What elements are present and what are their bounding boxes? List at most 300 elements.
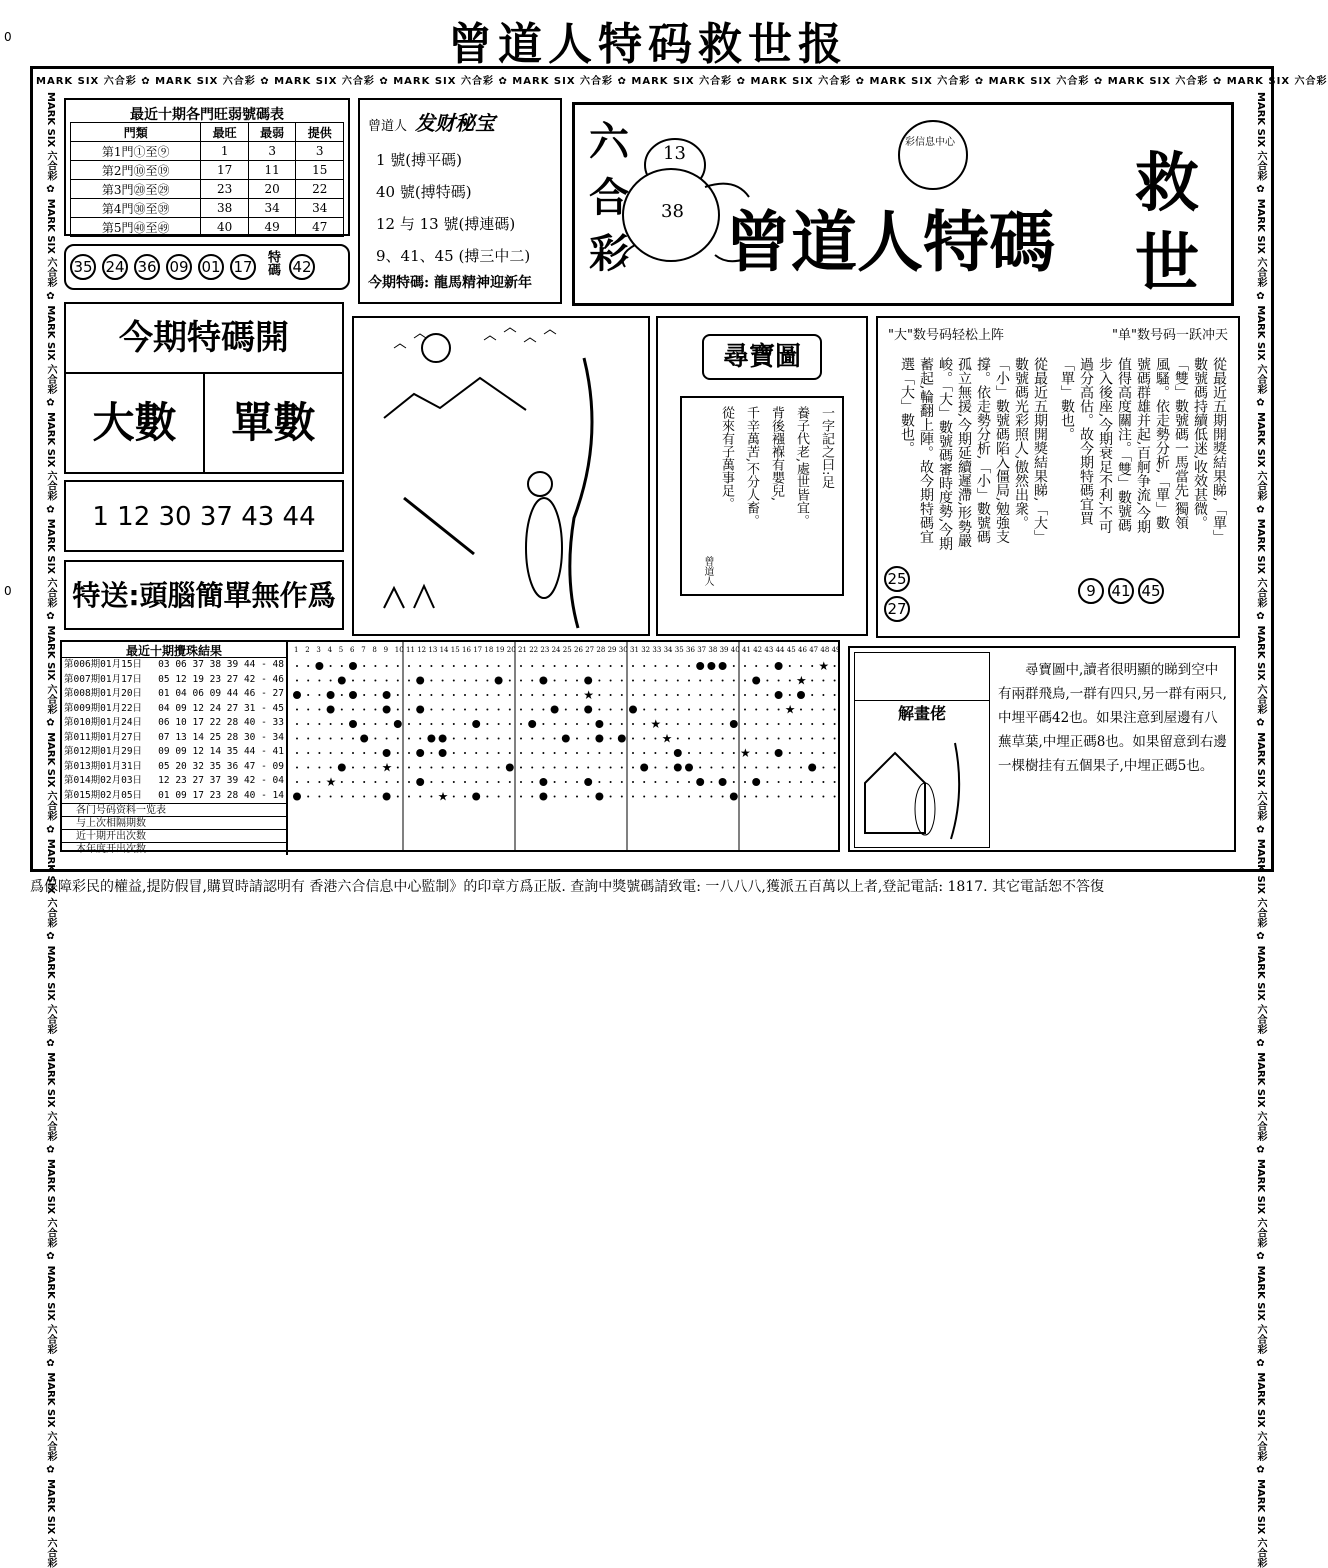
moon-icon [422, 334, 450, 362]
empty-dot [565, 723, 567, 725]
empty-dot [699, 767, 701, 769]
analysis-right-column: 從最近五期開獎結果睇,「單」數號碼持續低迷,收效甚微。「雙」數號碼一馬當先,獨領風騷。依走勢分析,「單」數號碼群雄并起,百舸争流,今期值得高度關注。「雙」數號碼步入後座,今期衰足不利,不可過分高估。故今期特碼宜買「單」數也。 [1059, 357, 1227, 537]
empty-dot [374, 796, 376, 798]
grid-header: 2 [305, 646, 310, 654]
fortune-line: 9、41、45 (搏三中二) [376, 247, 531, 265]
analysis-balls-left [884, 566, 910, 622]
empty-dot [755, 767, 757, 769]
empty-dot [822, 796, 824, 798]
empty-dot [486, 694, 488, 696]
empty-dot [610, 723, 612, 725]
empty-dot [397, 680, 399, 682]
empty-dot [397, 796, 399, 798]
period-row [62, 760, 286, 775]
drawn-dot [707, 662, 715, 670]
empty-dot [766, 781, 768, 783]
empty-dot [453, 781, 455, 783]
drawn-dot [506, 764, 514, 772]
empty-dot [318, 781, 320, 783]
period-numbers: 12 23 27 37 39 42 - 04 [158, 775, 284, 786]
empty-dot [509, 665, 511, 667]
empty-dot [699, 694, 701, 696]
empty-dot [565, 796, 567, 798]
drawn-dot [640, 764, 648, 772]
grid-header: 40 [730, 646, 740, 654]
empty-dot [464, 767, 466, 769]
empty-dot [834, 781, 836, 783]
empty-dot [531, 738, 533, 740]
empty-dot [486, 752, 488, 754]
empty-dot [755, 694, 757, 696]
drawn-dot [595, 735, 603, 743]
drawn-dot [383, 706, 391, 714]
empty-dot [722, 709, 724, 711]
empty-dot [654, 665, 656, 667]
empty-dot [722, 694, 724, 696]
empty-dot [442, 665, 444, 667]
empty-dot [442, 709, 444, 711]
empty-dot [475, 709, 477, 711]
empty-dot [442, 767, 444, 769]
empty-dot [554, 694, 556, 696]
drawn-dot [629, 706, 637, 714]
empty-dot [744, 665, 746, 667]
empty-dot [486, 781, 488, 783]
drawn-dot [775, 662, 783, 670]
result-ball: 01 [198, 254, 224, 280]
empty-dot [744, 738, 746, 740]
analysis-ball: 25 [884, 566, 910, 592]
drawn-dot [584, 706, 592, 714]
empty-dot [374, 680, 376, 682]
empty-dot [643, 680, 645, 682]
empty-dot [766, 723, 768, 725]
grid-header: 9 [383, 646, 389, 654]
empty-dot [486, 709, 488, 711]
empty-dot [576, 723, 578, 725]
empty-dot [598, 680, 600, 682]
special-star: ★ [583, 688, 594, 702]
grid-header: 10 [394, 646, 404, 654]
empty-dot [453, 723, 455, 725]
special-star: ★ [784, 702, 796, 717]
special-ball: 42 [289, 254, 315, 280]
empty-dot [654, 694, 656, 696]
empty-dot [453, 709, 455, 711]
empty-dot [834, 694, 836, 696]
empty-dot [498, 694, 500, 696]
stats-cell: 20 [248, 180, 296, 199]
special-star: ★ [381, 760, 393, 775]
stats-cell: 15 [296, 161, 344, 180]
empty-dot [509, 723, 511, 725]
empty-dot [587, 752, 589, 754]
empty-dot [733, 781, 735, 783]
empty-dot [542, 709, 544, 711]
empty-dot [744, 680, 746, 682]
draw-grid [288, 642, 841, 852]
grid-header: 34 [663, 646, 673, 654]
grid-header: 36 [686, 646, 695, 654]
empty-dot [363, 752, 365, 754]
drawn-dot [775, 749, 783, 757]
drawn-dot [338, 764, 346, 772]
empty-dot [374, 767, 376, 769]
empty-dot [520, 723, 522, 725]
corner-mark-2: 0 [4, 584, 12, 598]
empty-dot [699, 723, 701, 725]
empty-dot [800, 738, 802, 740]
grid-header: 29 [607, 646, 617, 654]
empty-dot [464, 752, 466, 754]
period-numbers: 03 06 37 38 39 44 - 48 [158, 659, 284, 670]
period-numbers: 05 12 19 23 27 42 - 46 [158, 673, 284, 685]
empty-dot [677, 680, 679, 682]
empty-dot [296, 665, 298, 667]
grid-header: 48 [820, 646, 830, 654]
empty-dot [554, 752, 556, 754]
empty-dot [654, 796, 656, 798]
empty-dot [643, 665, 645, 667]
empty-dot [621, 709, 623, 711]
drawn-dot [293, 691, 301, 699]
special-star: ★ [437, 789, 449, 804]
period-label: 第009期01月22日 [64, 702, 143, 714]
empty-dot [610, 680, 612, 682]
empty-dot [453, 767, 455, 769]
empty-dot [822, 723, 824, 725]
empty-dot [565, 752, 567, 754]
stats-cell: 第4門㉚至㊴ [71, 199, 201, 218]
drawn-dot [696, 662, 704, 670]
empty-dot [565, 665, 567, 667]
empty-dot [621, 767, 623, 769]
empty-dot [363, 694, 365, 696]
grid-header: 26 [574, 646, 583, 654]
empty-dot [621, 781, 623, 783]
empty-dot [811, 709, 813, 711]
logo-side-2: 世 [1135, 226, 1199, 301]
stats-header: 門類 [71, 123, 201, 142]
period-numbers: 09 09 12 14 35 44 - 41 [158, 746, 284, 757]
summary-label: 近十期开出次数 [62, 829, 286, 842]
stats-cell: 第1門①至⑨ [71, 142, 201, 161]
empty-dot [610, 781, 612, 783]
empty-dot [789, 694, 791, 696]
period-label: 第015期02月05日 [64, 789, 143, 801]
empty-dot [307, 767, 309, 769]
period-label: 第008期01月20日 [64, 688, 143, 699]
empty-dot [778, 767, 780, 769]
empty-dot [710, 796, 712, 798]
empty-dot [621, 752, 623, 754]
empty-dot [610, 694, 612, 696]
empty-dot [554, 665, 556, 667]
empty-dot [374, 709, 376, 711]
fortune-line: 40 號(搏特碼) [376, 183, 472, 201]
empty-dot [520, 796, 522, 798]
empty-dot [464, 781, 466, 783]
empty-dot [453, 694, 455, 696]
empty-dot [789, 796, 791, 798]
empty-dot [464, 796, 466, 798]
draw-table-box [60, 640, 841, 855]
empty-dot [531, 709, 533, 711]
drawn-dot [752, 677, 760, 685]
empty-dot [442, 694, 444, 696]
draw-table-title: 最近十期攪珠結果 [62, 642, 286, 658]
empty-dot [307, 738, 309, 740]
empty-dot [710, 709, 712, 711]
period-numbers: 07 13 14 25 28 30 - 34 [158, 731, 284, 743]
drawn-dot [595, 720, 603, 728]
empty-dot [766, 738, 768, 740]
stats-cell: 3 [296, 142, 344, 161]
stats-row [71, 180, 344, 199]
empty-dot [475, 781, 477, 783]
empty-dot [800, 665, 802, 667]
empty-dot [710, 723, 712, 725]
riddle-text: 尋寶圖中,讀者很明顯的睇到空中有兩群飛鳥,一群有四只,另一群有兩只,中埋平碼42也。如果注意到屋邊有八蕪草葉,中埋正碼8也。如果留意到右邊一棵樹挂有五個果子,中埋正碼5也。 [998, 662, 1227, 774]
empty-dot [542, 665, 544, 667]
empty-dot [341, 709, 343, 711]
empty-dot [778, 738, 780, 740]
stats-row [71, 142, 344, 161]
empty-dot [621, 680, 623, 682]
empty-dot [800, 781, 802, 783]
empty-dot [531, 680, 533, 682]
empty-dot [498, 709, 500, 711]
empty-dot [430, 796, 432, 798]
empty-dot [330, 767, 332, 769]
empty-dot [699, 752, 701, 754]
stats-cell: 49 [248, 218, 296, 237]
empty-dot [296, 752, 298, 754]
empty-dot [733, 738, 735, 740]
period-label: 第010期01月24日 [64, 717, 143, 728]
grid-header: 23 [540, 646, 550, 654]
drawn-dot [674, 749, 682, 757]
empty-dot [766, 709, 768, 711]
drawn-dot [439, 749, 447, 757]
grid-header: 37 [697, 646, 707, 654]
empty-dot [789, 680, 791, 682]
birds-icon [394, 328, 556, 348]
empty-dot [834, 796, 836, 798]
empty-dot [330, 738, 332, 740]
footer-notice: 爲保障彩民的權益,提防假冒,購買時請認明有 香港六合信息中心監制》的印章方爲正版. 查詢中獎號碼請致電: 一八八八,獲派五百萬以上者,登記電話: 1817. 其它電話恕不答復 [30, 879, 1105, 895]
empty-dot [643, 796, 645, 798]
empty-dot [352, 709, 354, 711]
empty-dot [397, 738, 399, 740]
stats-cell: 47 [296, 218, 344, 237]
empty-dot [341, 738, 343, 740]
empty-dot [710, 680, 712, 682]
empty-dot [632, 796, 634, 798]
empty-dot [486, 738, 488, 740]
empty-dot [587, 796, 589, 798]
stats-cell: 1 [201, 142, 249, 161]
empty-dot [509, 680, 511, 682]
empty-dot [486, 680, 488, 682]
stats-cell: 40 [201, 218, 249, 237]
empty-dot [688, 738, 690, 740]
empty-dot [430, 767, 432, 769]
empty-dot [341, 665, 343, 667]
drawn-dot [719, 662, 727, 670]
grid-header: 43 [764, 646, 774, 654]
empty-dot [498, 723, 500, 725]
empty-dot [733, 767, 735, 769]
empty-dot [386, 738, 388, 740]
empty-dot [464, 723, 466, 725]
empty-dot [710, 781, 712, 783]
period-label: 第007期01月17日 [64, 673, 143, 685]
drawn-dot [383, 691, 391, 699]
empty-dot [733, 694, 735, 696]
empty-dot [341, 796, 343, 798]
empty-dot [374, 752, 376, 754]
empty-dot [307, 709, 309, 711]
stats-header: 最旺 [201, 123, 249, 142]
period-row [62, 658, 286, 673]
special-star: ★ [796, 673, 807, 688]
empty-dot [576, 694, 578, 696]
special-star: ★ [650, 717, 662, 731]
analysis-ball: 41 [1108, 578, 1134, 604]
figure-icon [526, 498, 562, 598]
analysis-balls-right [1078, 578, 1164, 604]
empty-dot [453, 680, 455, 682]
hand-icon [855, 653, 989, 701]
empty-dot [643, 738, 645, 740]
grid-header: 20 [506, 646, 516, 654]
empty-dot [576, 752, 578, 754]
corner-mark: 0 [4, 30, 12, 44]
empty-dot [755, 665, 757, 667]
empty-dot [430, 680, 432, 682]
empty-dot [509, 738, 511, 740]
special-star: ★ [818, 659, 830, 673]
empty-dot [307, 723, 309, 725]
stats-cell: 第2門⑩至⑲ [71, 161, 201, 180]
period-numbers: 01 04 06 09 44 46 - 27 [158, 688, 284, 699]
empty-dot [722, 738, 724, 740]
empty-dot [520, 781, 522, 783]
grid-header: 27 [585, 646, 595, 654]
empty-dot [296, 709, 298, 711]
empty-dot [800, 723, 802, 725]
grid-header: 42 [753, 646, 763, 654]
empty-dot [374, 723, 376, 725]
drawn-dot [416, 706, 424, 714]
empty-dot [341, 752, 343, 754]
empty-dot [610, 752, 612, 754]
empty-dot [666, 665, 668, 667]
empty-dot [800, 709, 802, 711]
empty-dot [834, 752, 836, 754]
empty-dot [722, 767, 724, 769]
empty-dot [789, 665, 791, 667]
empty-dot [677, 665, 679, 667]
empty-dot [554, 781, 556, 783]
drawn-dot [752, 778, 760, 786]
empty-dot [296, 738, 298, 740]
empty-dot [318, 723, 320, 725]
period-label: 第014期02月03日 [64, 775, 143, 786]
stats-cell: 第5門㊵至㊾ [71, 218, 201, 237]
gourd-bottom-number: 38 [661, 201, 684, 222]
empty-dot [318, 738, 320, 740]
scroll-line: 一字記之曰:足 [819, 406, 834, 489]
drawn-dot [416, 749, 424, 757]
empty-dot [643, 709, 645, 711]
grid-header: 47 [809, 646, 819, 654]
empty-dot [576, 680, 578, 682]
result-balls [64, 244, 350, 290]
empty-dot [789, 738, 791, 740]
stats-header: 提供 [296, 123, 344, 142]
empty-dot [610, 709, 612, 711]
riddle-title: 解畫佬 [897, 704, 946, 723]
empty-dot [296, 781, 298, 783]
scroll-line: 從來有子萬事足。 [719, 406, 734, 510]
treasure-scroll [680, 396, 844, 596]
drawn-dot [584, 677, 592, 685]
empty-dot [598, 694, 600, 696]
empty-dot [666, 767, 668, 769]
empty-dot [621, 665, 623, 667]
empty-dot [677, 694, 679, 696]
empty-dot [666, 709, 668, 711]
empty-dot [688, 665, 690, 667]
grid-header: 7 [361, 646, 366, 654]
empty-dot [598, 709, 600, 711]
empty-dot [408, 694, 410, 696]
empty-dot [744, 796, 746, 798]
empty-dot [632, 781, 634, 783]
empty-dot [430, 723, 432, 725]
empty-dot [419, 796, 421, 798]
empty-dot [632, 723, 634, 725]
grid-header: 13 [428, 646, 438, 654]
empty-dot [654, 781, 656, 783]
period-row [62, 687, 286, 702]
empty-dot [531, 796, 533, 798]
drawn-dot [730, 720, 738, 728]
empty-dot [408, 723, 410, 725]
drawn-dot [584, 778, 592, 786]
empty-dot [643, 752, 645, 754]
empty-dot [722, 752, 724, 754]
empty-dot [475, 665, 477, 667]
empty-dot [475, 694, 477, 696]
riddle-picture [854, 652, 990, 848]
empty-dot [666, 781, 668, 783]
scroll-line: 養子代老,處世皆宜。 [794, 406, 809, 528]
empty-dot [587, 767, 589, 769]
empty-dot [834, 665, 836, 667]
empty-dot [318, 709, 320, 711]
empty-dot [834, 767, 836, 769]
empty-dot [486, 723, 488, 725]
empty-dot [419, 767, 421, 769]
stats-row [71, 161, 344, 180]
stats-table-box [64, 98, 350, 236]
empty-dot [520, 738, 522, 740]
empty-dot [397, 694, 399, 696]
empty-dot [352, 781, 354, 783]
